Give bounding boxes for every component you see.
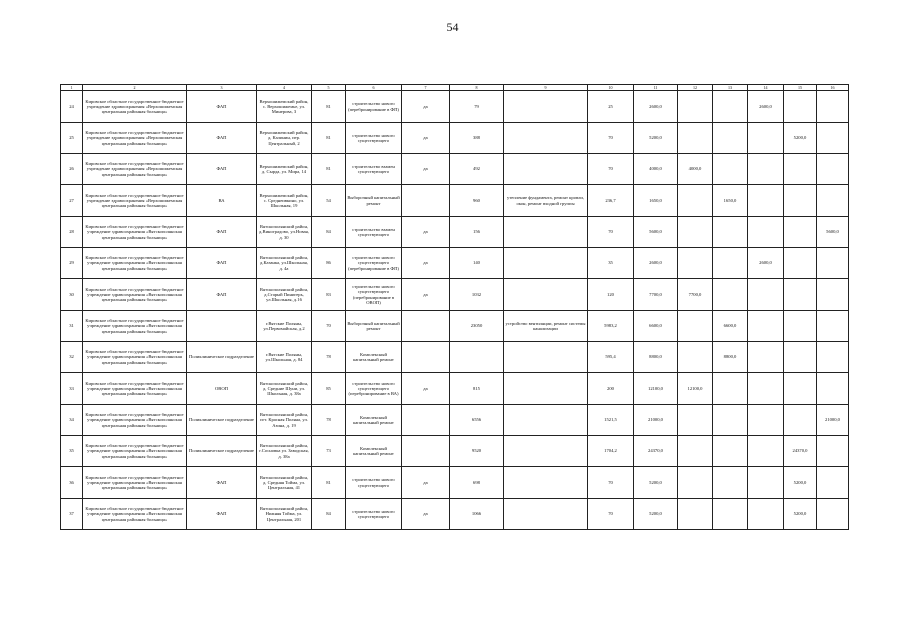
col-10-value: 70 [588,499,634,530]
col-13-value [713,405,748,436]
page-number: 54 [446,20,459,34]
work-type: строительство нового существующего (перебронирование в ФП) [346,248,402,279]
col-15-value [784,185,817,217]
col-5-value: 78 [312,342,346,373]
col-8-value: 388 [450,123,504,154]
col-5-value: 81 [312,154,346,185]
column-number: 5 [312,85,346,91]
column-number: 2 [83,85,187,91]
col-5-value: 85 [312,373,346,405]
work-type: строительство нового существующего [346,467,402,499]
col-12-value: 4000,0 [678,154,713,185]
work-description [504,467,588,499]
col-8-value: 140 [450,248,504,279]
col-16-value: 21000,0 [817,405,849,436]
col-5-value: 81 [312,91,346,123]
institution-name: Кировское областное государственное бюджетное учреждение здравоохранения «Вятскополянская центральная районная больница» [83,342,187,373]
col-10-value: 70 [588,467,634,499]
col-11-value: 5200,0 [634,499,678,530]
col-11-value: 5200,0 [634,123,678,154]
row-number: 33 [61,373,83,405]
col-7-value: да [402,91,450,123]
table-row [61,91,849,123]
facilities-table [60,84,849,530]
facility-type: Поликлиническое подразделение [187,436,257,467]
col-16-value [817,373,849,405]
col-7-value [402,185,450,217]
row-number: 29 [61,248,83,279]
work-description [504,279,588,311]
col-7-value: да [402,217,450,248]
work-description [504,91,588,123]
col-8-value [450,342,504,373]
work-type: строительство нового существующего (перебронирование в ВА) [346,373,402,405]
table-row [61,373,849,405]
col-11-value: 12100,0 [634,373,678,405]
row-number: 27 [61,185,83,217]
row-number: 37 [61,499,83,530]
col-16-value [817,123,849,154]
col-7-value: да [402,279,450,311]
col-12-value [678,405,713,436]
row-number: 34 [61,405,83,436]
col-7-value [402,405,450,436]
col-16-value [817,342,849,373]
col-12-value [678,185,713,217]
column-number: 11 [634,85,678,91]
column-number: 16 [817,85,849,91]
column-number: 6 [346,85,402,91]
col-14-value [748,499,784,530]
column-number: 13 [713,85,748,91]
table-row [61,499,849,530]
work-type: строительство нового (перебронирование в ФП) [346,91,402,123]
facility-address: Вятскополянский район, г.Сосновка ул. Заводская, д. 38а [257,436,312,467]
col-14-value [748,279,784,311]
col-13-value [713,123,748,154]
work-type: Выборочный капитальный ремонт [346,185,402,217]
work-type: строительство нового существующего [346,499,402,530]
col-8-value: 23050 [450,311,504,342]
col-13-value: 8800,0 [713,342,748,373]
facility-address: Вятскополянский район, д. Средние Шуни, ул. Школьная, д. 38а [257,373,312,405]
col-13-value [713,279,748,311]
col-10-value: 1704,2 [588,436,634,467]
col-14-value [748,342,784,373]
institution-name: Кировское областное государственное бюджетное учреждение здравоохранения «Верхошижемская центральная районная больница» [83,91,187,123]
work-description: утепление фундамента, ремонт кровли, окон, ремонт входной группы [504,185,588,217]
col-8-value: 1032 [450,279,504,311]
col-15-value [784,405,817,436]
col-15-value [784,373,817,405]
col-5-value: 81 [312,123,346,154]
col-8-value: 1066 [450,499,504,530]
facility-address: Верхошижемский район, д. Сырда, ул. Мира, 14 [257,154,312,185]
column-number: 8 [450,85,504,91]
institution-name: Кировское областное государственное бюджетное учреждение здравоохранения «Вятскополянская центральная районная больница» [83,467,187,499]
col-12-value [678,248,713,279]
work-description: устройство вентиляции, ремонт системы канализации [504,311,588,342]
col-12-value [678,467,713,499]
work-description [504,436,588,467]
facility-address: г.Вятские Поляны, ул.Первомайская, д.2 [257,311,312,342]
col-14-value: 2600,0 [748,248,784,279]
facility-type: ВА [187,185,257,217]
table-row [61,217,849,248]
col-14-value [748,185,784,217]
col-8-value: 6556 [450,405,504,436]
col-7-value: да [402,123,450,154]
col-11-value: 21000,0 [634,405,678,436]
col-16-value [817,185,849,217]
col-15-value [784,217,817,248]
col-11-value: 5600,0 [634,217,678,248]
col-15-value [784,311,817,342]
table-row [61,248,849,279]
col-11-value: 2600,0 [634,91,678,123]
col-13-value: 1650,0 [713,185,748,217]
col-10-value: 35 [588,248,634,279]
col-13-value [713,248,748,279]
facility-address: Вятскополянский район, пгт. Красная Поляна, ул. Азина, д. 19 [257,405,312,436]
facility-type [187,311,257,342]
col-5-value: 84 [312,217,346,248]
col-15-value [784,279,817,311]
col-5-value: 84 [312,499,346,530]
col-16-value [817,467,849,499]
row-number: 35 [61,436,83,467]
col-13-value [713,91,748,123]
facility-type: ФАП [187,217,257,248]
col-16-value [817,279,849,311]
col-13-value: 6600,0 [713,311,748,342]
work-description [504,217,588,248]
col-5-value: 83 [312,279,346,311]
col-8-value: 9520 [450,436,504,467]
col-12-value: 7700,0 [678,279,713,311]
col-10-value: 70 [588,217,634,248]
facility-address: г.Вятские Поляны, ул.Школьная, д. 84 [257,342,312,373]
facility-type: Поликлиническое подразделение [187,405,257,436]
col-16-value [817,154,849,185]
work-description [504,342,588,373]
col-13-value [713,217,748,248]
col-15-value: 24370,0 [784,436,817,467]
row-number: 26 [61,154,83,185]
institution-name: Кировское областное государственное бюджетное учреждение здравоохранения «Вятскополянская центральная районная больница» [83,248,187,279]
col-8-value: 156 [450,217,504,248]
col-5-value: 86 [312,248,346,279]
column-number: 1 [61,85,83,91]
col-12-value [678,499,713,530]
institution-name: Кировское областное государственное бюджетное учреждение здравоохранения «Вятскополянская центральная районная больница» [83,311,187,342]
table-row [61,154,849,185]
col-11-value: 2600,0 [634,248,678,279]
work-type: Комплексный капитальный ремонт [346,405,402,436]
col-14-value [748,154,784,185]
work-description [504,154,588,185]
col-5-value: 70 [312,311,346,342]
work-description [504,373,588,405]
facility-type: ФАП [187,467,257,499]
work-description [504,405,588,436]
col-5-value: 81 [312,467,346,499]
table-row [61,467,849,499]
institution-name: Кировское областное государственное бюджетное учреждение здравоохранения «Вятскополянская центральная районная больница» [83,217,187,248]
row-number: 30 [61,279,83,311]
institution-name: Кировское областное государственное бюджетное учреждение здравоохранения «Верхошижемская центральная районная больница» [83,185,187,217]
column-number: 3 [187,85,257,91]
facility-type: ФАП [187,123,257,154]
facility-address: Верхошижемский район, с. Среднеивкино, ул. Школьная, 19 [257,185,312,217]
col-15-value: 5200,0 [784,467,817,499]
work-type: строительство нового существующего [346,123,402,154]
facility-type: ФАП [187,91,257,123]
col-7-value: да [402,154,450,185]
institution-name: Кировское областное государственное бюджетное учреждение здравоохранения «Вятскополянская центральная районная больница» [83,436,187,467]
facility-type: ФАП [187,279,257,311]
col-12-value [678,436,713,467]
col-10-value: 70 [588,123,634,154]
col-14-value [748,123,784,154]
col-12-value [678,342,713,373]
column-number: 14 [748,85,784,91]
col-13-value [713,467,748,499]
col-12-value [678,91,713,123]
col-16-value [817,248,849,279]
col-7-value [402,436,450,467]
col-13-value [713,436,748,467]
work-type: Выборочный капитальный ремонт [346,311,402,342]
facility-type: Поликлиническое подразделение [187,342,257,373]
col-10-value: 1521,5 [588,405,634,436]
col-12-value [678,123,713,154]
work-type: строительство нового существующего (перебронирование в ОВОП) [346,279,402,311]
row-number: 32 [61,342,83,373]
col-14-value [748,436,784,467]
column-number: 9 [504,85,588,91]
table-row [61,311,849,342]
facility-type: ФАП [187,154,257,185]
col-16-value [817,436,849,467]
col-13-value [713,154,748,185]
table-row [61,279,849,311]
facility-address: Вятскополянский район, д. Средняя Тойма, ул. Центральная, 41 [257,467,312,499]
column-number: 4 [257,85,312,91]
column-number: 15 [784,85,817,91]
col-14-value [748,311,784,342]
col-14-value: 2600,0 [748,91,784,123]
col-10-value: 236,7 [588,185,634,217]
col-7-value: да [402,373,450,405]
col-11-value: 4000,0 [634,154,678,185]
col-10-value: 120 [588,279,634,311]
col-7-value [402,311,450,342]
work-description [504,248,588,279]
col-5-value: 78 [312,405,346,436]
col-10-value: 70 [588,154,634,185]
row-number: 31 [61,311,83,342]
col-10-value: 595,4 [588,342,634,373]
col-14-value [748,373,784,405]
col-8-value: 79 [450,91,504,123]
col-7-value: да [402,499,450,530]
facility-type: ОВОП [187,373,257,405]
col-14-value [748,405,784,436]
col-11-value: 5200,0 [634,467,678,499]
col-15-value [784,154,817,185]
table-row [61,405,849,436]
work-description [504,123,588,154]
facility-address: Вятскополянский район, Нижняя Тойма, ул. Центральная, 201 [257,499,312,530]
col-11-value: 7700,0 [634,279,678,311]
col-10-value: 25 [588,91,634,123]
facility-address: Вятскополянский район, д.Казанка, ул.Школьная, д. 4а [257,248,312,279]
row-number: 25 [61,123,83,154]
col-14-value [748,217,784,248]
col-16-value [817,311,849,342]
col-12-value: 12100,0 [678,373,713,405]
col-5-value: 73 [312,436,346,467]
facility-address: Верхошижемский район, д. Калинин, пер. Центральный, 2 [257,123,312,154]
col-7-value: да [402,248,450,279]
work-type: Комплексный капитальный ремонт [346,342,402,373]
col-12-value [678,217,713,248]
facility-address: Вятскополянский район, д.Старый Пинигерь, ул.Школьная, д.16 [257,279,312,311]
col-15-value [784,342,817,373]
col-11-value: 24370,0 [634,436,678,467]
col-8-value: 698 [450,467,504,499]
row-number: 36 [61,467,83,499]
table-row [61,436,849,467]
institution-name: Кировское областное государственное бюджетное учреждение здравоохранения «Вятскополянская центральная районная больница» [83,373,187,405]
work-type: строительство взамен существующего [346,154,402,185]
work-type: строительство взамен существующего [346,217,402,248]
col-15-value: 5200,0 [784,123,817,154]
col-14-value [748,467,784,499]
col-12-value [678,311,713,342]
table-row [61,185,849,217]
col-13-value [713,499,748,530]
col-11-value: 6600,0 [634,311,678,342]
col-7-value: да [402,467,450,499]
facility-address: Верхошижемский район, с. Верхошижемье, ул. Минерова, 3 [257,91,312,123]
facility-address: Вятскополянский район, д.Виноградово, ул.Новая, д. 30 [257,217,312,248]
col-16-value: 5600,0 [817,217,849,248]
row-number: 24 [61,91,83,123]
col-16-value [817,499,849,530]
col-15-value: 5200,0 [784,499,817,530]
work-description [504,499,588,530]
institution-name: Кировское областное государственное бюджетное учреждение здравоохранения «Вятскополянская центральная районная больница» [83,279,187,311]
institution-name: Кировское областное государственное бюджетное учреждение здравоохранения «Верхошижемская центральная районная больница» [83,123,187,154]
column-number: 12 [678,85,713,91]
work-type: Комплексный капитальный ремонт [346,436,402,467]
institution-name: Кировское областное государственное бюджетное учреждение здравоохранения «Вятскополянская центральная районная больница» [83,499,187,530]
column-number: 7 [402,85,450,91]
col-13-value [713,373,748,405]
col-15-value [784,91,817,123]
institution-name: Кировское областное государственное бюджетное учреждение здравоохранения «Верхошижемская центральная районная больница» [83,154,187,185]
col-16-value [817,91,849,123]
table-row [61,342,849,373]
col-7-value [402,342,450,373]
col-10-value: 5983,2 [588,311,634,342]
column-number: 10 [588,85,634,91]
col-8-value: 492 [450,154,504,185]
col-10-value: 200 [588,373,634,405]
facility-type: ФАП [187,248,257,279]
institution-name: Кировское областное государственное бюджетное учреждение здравоохранения «Вятскополянская центральная районная больница» [83,405,187,436]
col-5-value: 54 [312,185,346,217]
facility-type: ФАП [187,499,257,530]
col-11-value: 1650,0 [634,185,678,217]
table-row [61,123,849,154]
col-15-value [784,248,817,279]
col-8-value: 960 [450,185,504,217]
row-number: 28 [61,217,83,248]
col-11-value: 8800,0 [634,342,678,373]
col-8-value: 815 [450,373,504,405]
